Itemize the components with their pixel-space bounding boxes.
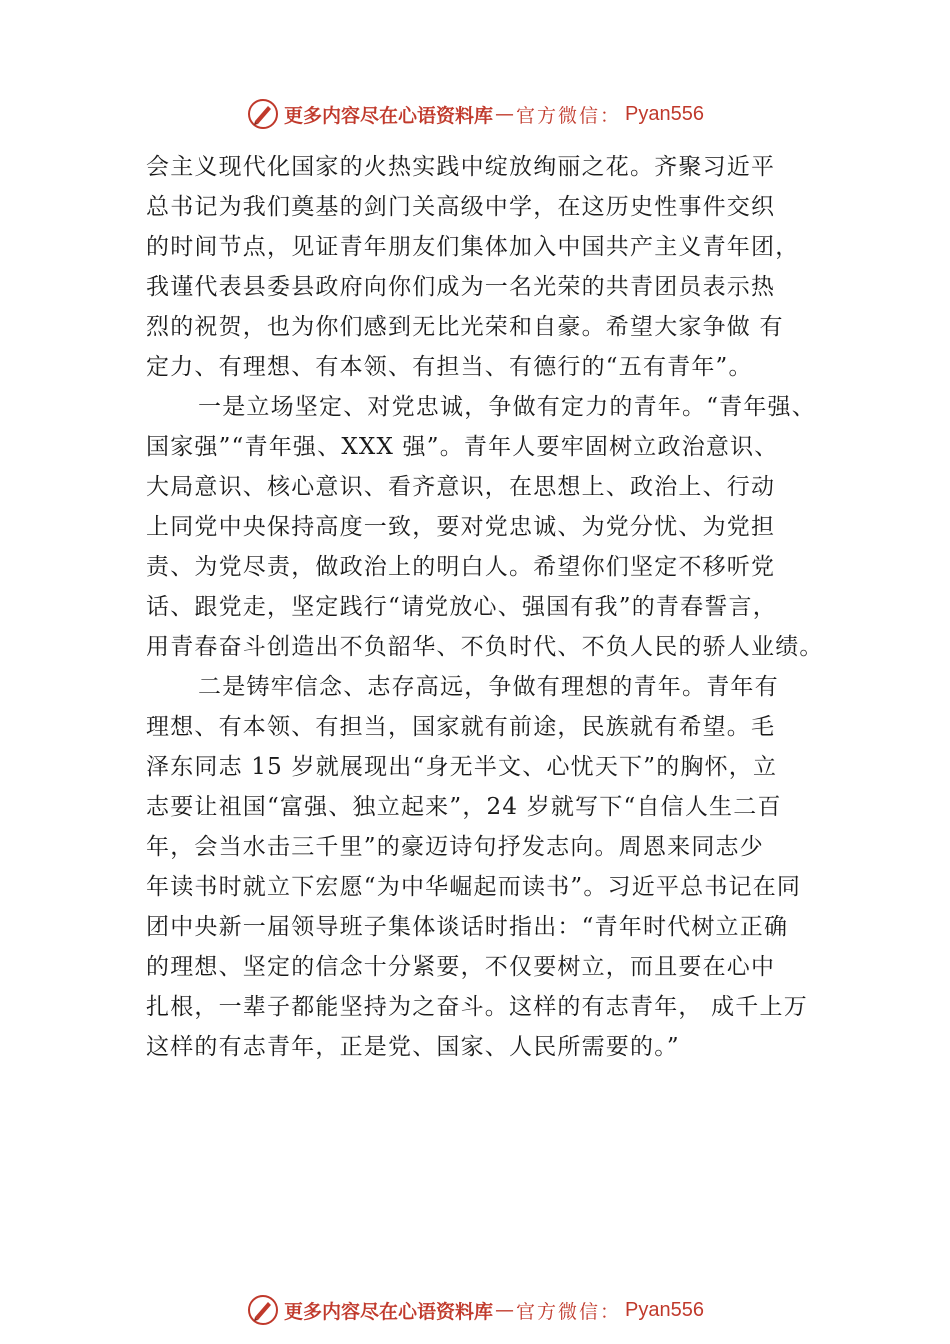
text-line: 二是铸牢信念、志存高远，争做有理想的青年。青年有 xyxy=(198,674,779,700)
text-line: 扎根，一辈子都能坚持为之奋斗。这样的有志青年， 成千上万 xyxy=(146,994,808,1020)
banner-main-text: 更多内容尽在心语资料库 xyxy=(284,104,494,127)
footer-banner xyxy=(0,1290,950,1330)
banner-main-text: 更多内容尽在心语资料库 xyxy=(284,1300,494,1323)
text-line: 的理想、坚定的信念十分紧要，不仅要树立，而且要在心中 xyxy=(146,954,776,980)
banner-wechat-label: 官方微信： xyxy=(516,104,622,127)
header-banner xyxy=(0,94,950,134)
pen-logo-icon xyxy=(246,97,280,131)
text-line: 年读书时就立下宏愿“为中华崛起而读书”。习近平总书记在同 xyxy=(146,874,802,900)
text-line: 上同党中央保持高度一致，要对党忠诚、为党分忧、为党担 xyxy=(146,514,776,540)
text-line: 烈的祝贺，也为你们感到无比光荣和自豪。希望大家争做 有 xyxy=(146,314,784,340)
document-body xyxy=(146,147,830,1067)
text-line: 大局意识、核心意识、看齐意识，在思想上、政治上、行动 xyxy=(146,474,776,500)
text-line: 国家强”“青年强、XXX 强”。青年人要牢固树立政治意识、 xyxy=(146,434,779,460)
text-line: 我谨代表县委县政府向你们成为一名光荣的共青团员表示热 xyxy=(146,274,776,300)
text-line: 总书记为我们奠基的剑门关高级中学，在这历史性事件交织 xyxy=(146,194,776,220)
text-line: 泽东同志 15 岁就展现出“身无半文、心忧天下”的胸怀，立 xyxy=(146,754,778,780)
text-line: 话、跟党走，坚定践行“请党放心、强国有我”的青春誓言， xyxy=(146,594,777,620)
text-line: 这样的有志青年，正是党、国家、人民所需要的。” xyxy=(146,1034,680,1060)
banner-wechat-label: 官方微信： xyxy=(516,1300,622,1323)
text-line: 的时间节点，见证青年朋友们集体加入中国共产主义青年团， xyxy=(146,234,800,260)
banner-wechat-id: Pyan556 xyxy=(625,1298,704,1321)
text-line: 年，会当水击三千里”的豪迈诗句抒发志向。周恩来同志少 xyxy=(146,834,764,860)
text-line: 一是立场坚定、对党忠诚，争做有定力的青年。“青年强、 xyxy=(198,394,816,420)
banner-dash: — xyxy=(495,103,515,125)
banner-dash: — xyxy=(495,1299,515,1321)
text-line: 团中央新一届领导班子集体谈话时指出：“青年时代树立正确 xyxy=(146,914,789,940)
banner-wechat-id: Pyan556 xyxy=(625,102,704,125)
text-line: 用青春奋斗创造出不负韶华、不负时代、不负人民的骄人业绩。 xyxy=(146,634,824,660)
text-line: 会主义现代化国家的火热实践中绽放绚丽之花。齐聚习近平 xyxy=(146,154,776,180)
pen-logo-icon xyxy=(246,1293,280,1327)
text-line: 理想、有本领、有担当，国家就有前途，民族就有希望。毛 xyxy=(146,714,776,740)
text-line: 志要让祖国“富强、独立起来”，24 岁就写下“自信人生二百 xyxy=(146,794,782,820)
text-line: 定力、有理想、有本领、有担当、有德行的“五有青年”。 xyxy=(146,354,753,380)
text-line: 责、为党尽责，做政治上的明白人。希望你们坚定不移听党 xyxy=(146,554,776,580)
